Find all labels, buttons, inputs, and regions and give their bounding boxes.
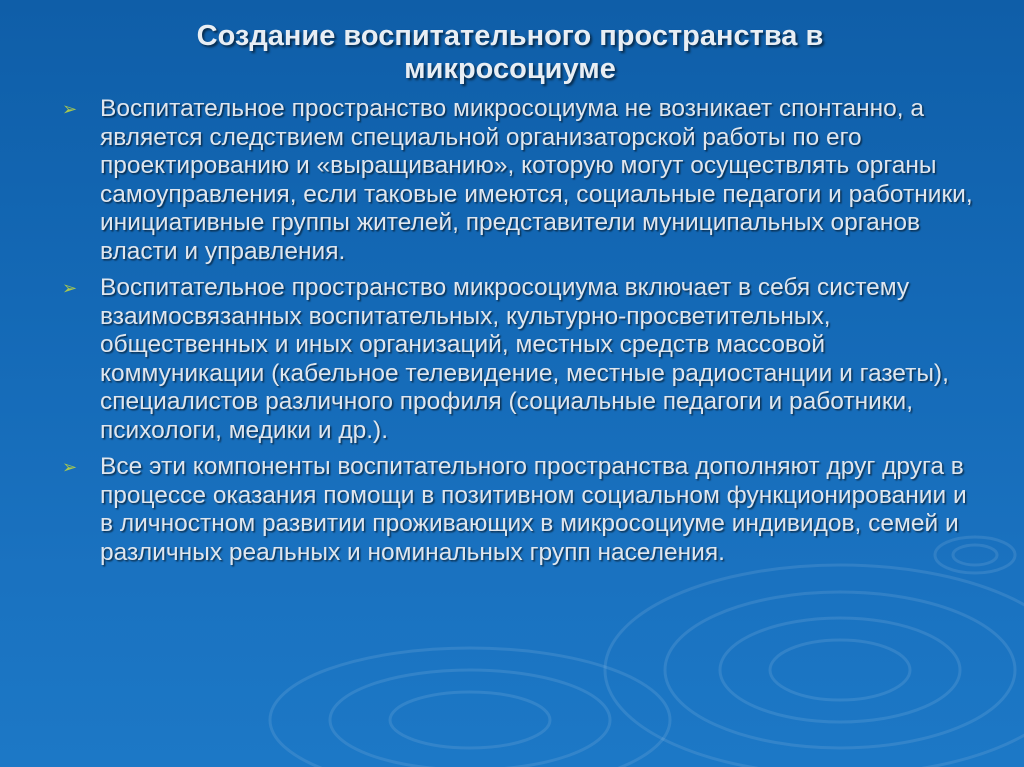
slide-title-line2: микросоциуме (404, 53, 616, 85)
bullet-item (60, 453, 980, 567)
bullet-item (60, 274, 980, 445)
bullet-list (60, 95, 980, 575)
bullet-text: Воспитательное пространство микросоциума не возникает спонтанно, а является следствием специальной организаторской работы по его проектированию и «выращиванию», которую могут осуществлять органы самоуправления, если таковые имеются, социальные педагоги и работники, инициативные группы жителей, представители муниципальных органов власти и управления. (100, 95, 973, 265)
bullet-text: Все эти компоненты воспитательного пространства дополняют друг друга в процессе оказания помощи в позитивном социальном функционировании и в личностном развитии проживающих в микросоциуме индивидов, семей и различных реальных и номинальных групп населения. (100, 453, 967, 566)
chevron-right-icon: ➢ (62, 278, 78, 298)
slide-title-line1: Создание воспитательного пространства в (196, 20, 824, 52)
slide-title (110, 20, 910, 86)
chevron-right-icon: ➢ (62, 457, 78, 477)
bullet-text: Воспитательное пространство микросоциума включает в себя систему взаимосвязанных воспитательных, культурно-просветительных, общественных и иных организаций, местных средств массовой коммуникации (кабельное телевидение, местные радиостанции и газеты), специалистов различного профиля (социальные педагоги и работники, психологи, медики и др.). (100, 274, 949, 444)
chevron-right-icon: ➢ (62, 99, 78, 119)
bullet-item (60, 95, 980, 266)
